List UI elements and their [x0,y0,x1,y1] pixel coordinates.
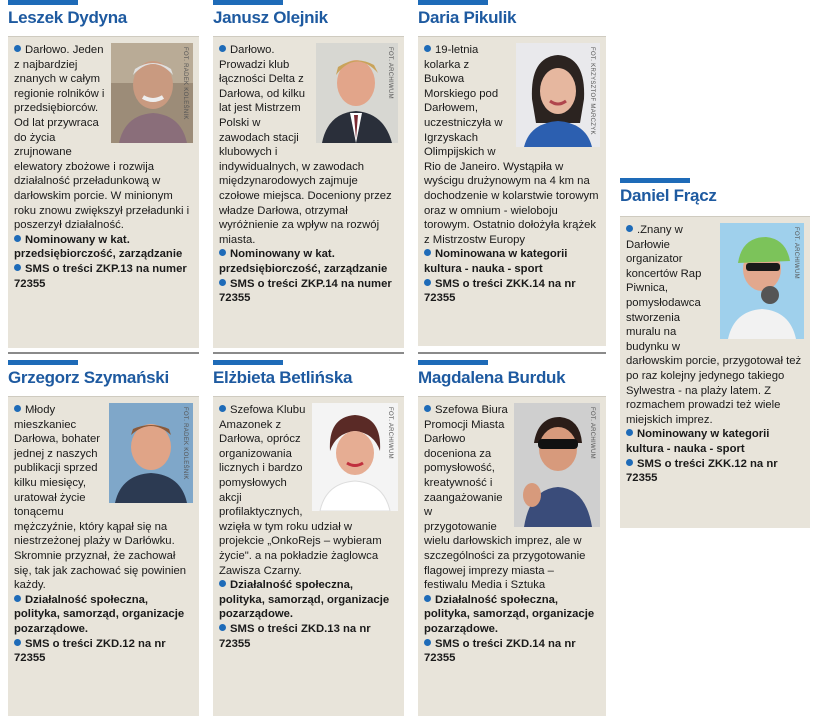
bullet-icon [219,580,226,587]
bullet-icon [424,279,431,286]
candidate-name: Daria Pikulik [418,8,517,27]
row-divider [213,352,404,354]
candidate-photo [312,403,398,511]
candidate-photo [111,43,193,143]
candidate-card [213,360,404,718]
candidate-photo [316,43,398,143]
candidate-card [620,178,810,530]
sms-code: SMS o treści ZKK.12 na nr 72355 [626,457,778,485]
candidate-bio-box [213,36,404,348]
sms-code: SMS o treści ZKD.14 na nr 72355 [424,637,576,665]
candidate-bio: 19-letnia kolarka z Bukowa Morskiego pod Darłowem, uczestniczyła w Igrzyskach Olimpijskich w Rio de Janeiro. Wystąpiła w wyścigu drużynowym na 4 km na dochodzenie w kolarstwie torowym oraz w omnium - wieloboju torowym. Ostatnio dołożyła krążek z Mistrzostw Europy [424,44,599,246]
photo-credit: FOT. ARCHIWUM [387,47,393,99]
photo-credit: FOT. ARCHIWUM [589,407,595,459]
bullet-icon [626,225,633,232]
sms-code: SMS o treści ZKP.13 na numer 72355 [14,262,187,290]
bullet-icon [14,595,21,602]
accent-bar [8,360,78,365]
bullet-icon [14,639,21,646]
candidate-card [8,0,199,350]
bullet-icon [424,249,431,256]
row-divider [418,352,606,354]
nomination-category: Działalność społeczna, polityka, samorząd, organizacje pozarządowe. [424,593,595,635]
accent-bar [418,360,488,365]
nomination-category: Nominowana w kategorii kultura - nauka - sport [424,248,568,275]
bullet-icon [219,279,226,286]
candidate-bio-box [213,396,404,716]
candidate-bio-box [8,36,199,348]
candidate-photo [514,403,600,527]
candidate-card [213,0,404,350]
candidate-bio: Darłowo. Jeden z najbardziej znanych w całym regionie rolników i przedsiębiorców. Od lat przywraca do życia zrujnowane elewatory zbożowe i rozwija działalność przeładunkową w darłowskim porcie. W minionym roku znowu zwiększył przeładunki i poszerzył działalność. [14,44,190,232]
accent-bar [8,0,78,5]
candidate-card [418,360,606,718]
bullet-icon [219,624,226,631]
candidate-bio-box [418,36,606,346]
bullet-icon [219,249,226,256]
nomination-category: Działalność społeczna, polityka, samorząd, organizacje pozarządowe. [219,579,390,621]
candidate-name: Leszek Dydyna [8,8,127,27]
nomination-category: Działalność społeczna, polityka, samorząd, organizacje pozarządowe. [14,593,185,635]
accent-bar [620,178,690,183]
bullet-icon [626,429,633,436]
candidate-name: Magdalena Burduk [418,368,566,387]
bullet-icon [14,405,21,412]
row-divider [8,352,199,354]
nomination-category: Nominowany w kat. przedsiębiorczość, zarządzanie [219,248,388,275]
bullet-icon [219,45,226,52]
candidate-name: Daniel Frącz [620,186,717,205]
bullet-icon [424,595,431,602]
candidate-photo [720,223,804,339]
nomination-category: Nominowany w kat. przedsiębiorczość, zarządzanie [14,233,183,261]
candidate-bio: Szefowa Biura Promocji Miasta Darłowo doceniona za pomysłowość, kreatywność i zaangażowanie w przygotowanie wielu darłowskich imprez, ale w szczególności za przygotowanie flagowej imprezy miasta – festiwalu Media i Sztuka [424,404,586,592]
sms-code: SMS o treści ZKD.12 na nr 72355 [14,637,166,665]
sms-code: SMS o treści ZKP.14 na numer 72355 [219,277,392,305]
photo-credit: FOT. ARCHIWUM [793,227,799,279]
candidate-bio: Darłowo. Prowadzi klub łączności Delta z Darłowa, od kilku lat jest Mistrzem Polski w zawodach stacji klubowych i indywidualnych, w zawodach międzynarodowych zajmuje czołowe miejsca. Doceniony przez władze Darłowa, otrzymał wyróżnienie za wpływ na rozwój miasta. [219,44,392,246]
candidate-card [8,360,199,718]
candidate-name: Elżbieta Betlińska [213,368,353,387]
candidate-bio-box [620,216,810,528]
accent-bar [213,360,283,365]
candidate-photo [516,43,600,147]
bullet-icon [14,235,21,242]
accent-bar [213,0,283,5]
bullet-icon [219,405,226,412]
photo-credit: FOT. RADEK KOLEŚNIK [182,47,188,120]
nomination-category: Nominowany w kategorii kultura - nauka - sport [626,428,770,455]
candidate-bio: .Znany w Darłowie organizator koncertów Rap Piwnica, pomysłodawca stworzenia muralu na budynku w darłowskim porcie, przygotował też po raz kolejny jedynego takiego Sylwestra - na plaży latem. Z rozmachem prowadzi też wiele miejskich imprez. [626,224,802,426]
candidate-bio-box [8,396,199,716]
candidate-card [418,0,606,350]
sms-code: SMS o treści ZKK.14 na nr 72355 [424,277,576,305]
candidate-name: Janusz Olejnik [213,8,328,27]
bullet-icon [14,45,21,52]
candidate-bio: Młody mieszkaniec Darłowa, bohater jednej z naszych publikacji sprzed kilku miesięcy, uratował życie tonącemu mężczyźnie, który kąpał się na niestrzeżonej plaży w Darłówku. Skromnie przyznał, że zachował się, tak jak zachować się powinien każdy. [14,404,187,592]
photo-credit: FOT. RADEK KOLEŚNIK [182,407,188,480]
candidate-name: Grzegorz Szymański [8,368,169,387]
candidate-bio-box [418,396,606,716]
candidate-bio: Szefowa Klubu Amazonek z Darłowa, oprócz organizowania licznych i bardzo pomysłowych akcji profilaktycznych, wzięła w tym roku udział w projekcie „OnkoRejs – wybieram życie". a na pokładzie żaglowca Zawisza Czarny. [219,404,382,577]
bullet-icon [424,639,431,646]
sms-code: SMS o treści ZKD.13 na nr 72355 [219,622,371,650]
accent-bar [418,0,488,5]
photo-credit: FOT. ARCHIWUM [387,407,393,459]
candidate-photo [109,403,193,503]
bullet-icon [424,405,431,412]
photo-credit: FOT. KRZYSZTOF MARCZYK [589,47,595,135]
bullet-icon [626,459,633,466]
bullet-icon [424,45,431,52]
bullet-icon [14,264,21,271]
